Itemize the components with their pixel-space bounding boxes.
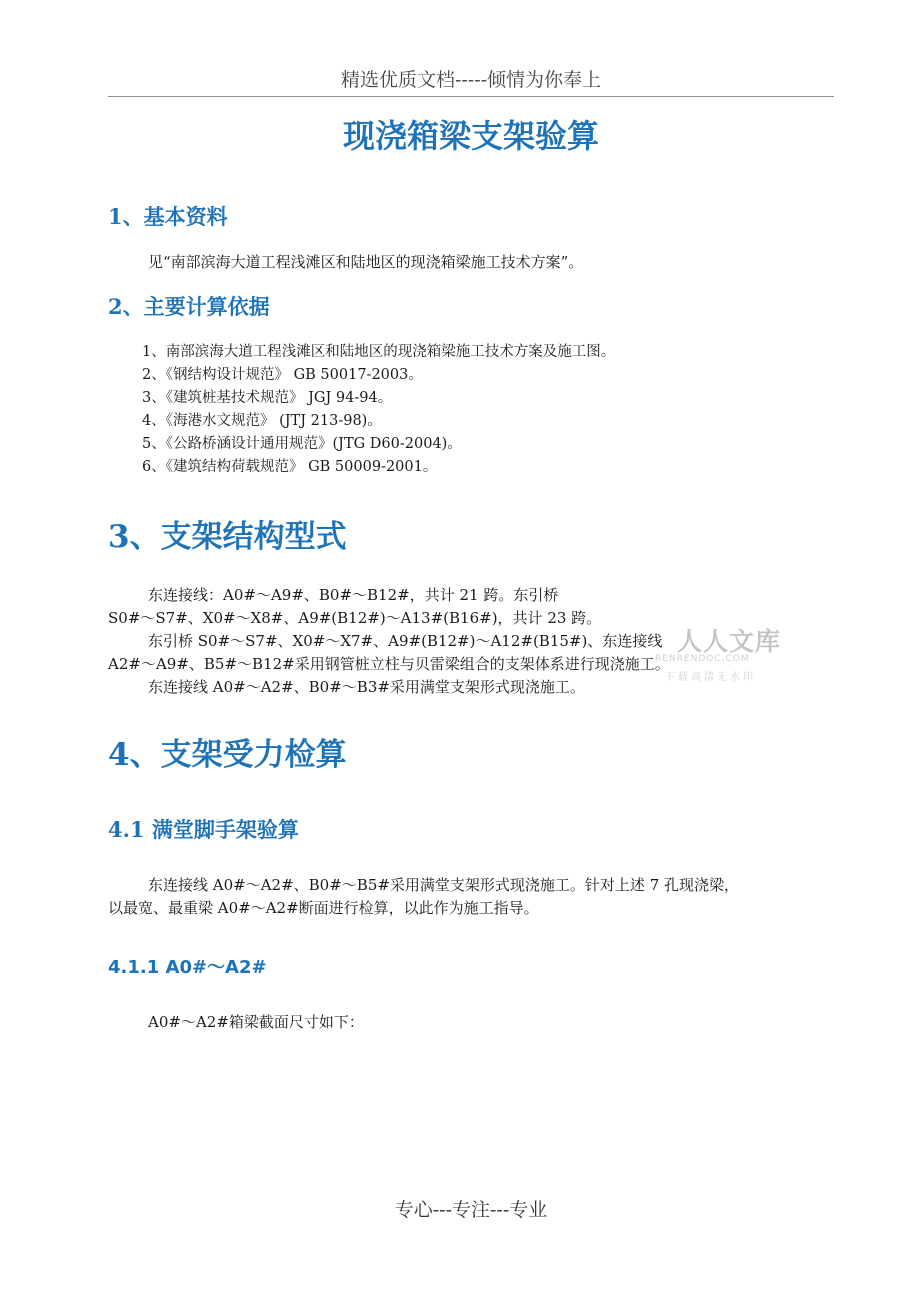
watermark-site: RENRENDOC.COM — [655, 654, 750, 664]
section-3-line: A2#～A9#、B5#～B12#采用钢管桩立柱与贝雷梁组合的支架体系进行现浇施工。 — [108, 655, 670, 673]
section-4-heading: 4、支架受力检算 — [108, 737, 347, 773]
reference-item: 2、《钢结构设计规范》 GB 50017-2003。 — [142, 367, 423, 383]
section-4-1-line: 以最宽、最重梁 A0#～A2#断面进行检算，以此作为施工指导。 — [108, 899, 539, 917]
header-divider — [108, 96, 834, 97]
reference-item: 5、《公路桥涵设计通用规范》(JTG D60-2004)。 — [142, 436, 462, 452]
page-header: 精选优质文档-----倾情为你奉上 — [340, 69, 602, 91]
section-4-1-heading: 4.1 满堂脚手架验算 — [108, 817, 299, 842]
section-1-text: 见“南部滨海大道工程浅滩区和陆地区的现浇箱梁施工技术方案”。 — [148, 253, 584, 271]
reference-item: 3、《建筑桩基技术规范》 JGJ 94-94。 — [142, 390, 393, 406]
section-1-body — [108, 251, 808, 274]
watermark-logo — [655, 620, 785, 686]
section-2-heading: 2、主要计算依据 — [108, 294, 270, 319]
section-4-1-1-heading: 4.1.1 A0#～A2# — [108, 957, 267, 978]
section-3-line: 东连接线：A0#～A9#、B0#～B12#，共计 21 跨。东引桥 — [148, 586, 559, 604]
reference-item: 4、《海港水文规范》 (JTJ 213-98)。 — [142, 413, 382, 429]
section-1-heading: 1、基本资料 — [108, 204, 228, 229]
watermark-text: 人人文库 — [677, 627, 782, 656]
section-4-1-line: 东连接线 A0#～A2#、B0#～B5#采用满堂支架形式现浇施工。针对上述 7 孔现浇梁， — [148, 876, 740, 894]
page-footer: 专心---专注---专业 — [394, 1199, 548, 1221]
document-title: 现浇箱梁支架验算 — [342, 117, 599, 155]
section-3-line: 东连接线 A0#～A2#、B0#～B3#采用满堂支架形式现浇施工。 — [148, 678, 585, 696]
reference-item: 6、《建筑结构荷载规范》 GB 50009-2001。 — [142, 459, 438, 475]
watermark-slogan: 下载高清无水印 — [665, 672, 756, 683]
section-3-heading: 3、支架结构型式 — [108, 519, 347, 555]
section-3-line: 东引桥 S0#～S7#、X0#～X7#、A9#(B12#)～A12#(B15#)、东连接线 — [148, 632, 663, 650]
section-4-1-1-body — [108, 1011, 808, 1034]
section-4-1-body — [108, 874, 808, 920]
reference-item: 1、南部滨海大道工程浅滩区和陆地区的现浇箱梁施工技术方案及施工图。 — [142, 344, 616, 360]
reference-list — [142, 341, 615, 479]
section-3-line: S0#～S7#、X0#～X8#、A9#(B12#)～A13#(B16#)，共计 23 跨。 — [108, 609, 602, 627]
section-4-1-1-text: A0#～A2#箱梁截面尺寸如下： — [148, 1013, 364, 1031]
